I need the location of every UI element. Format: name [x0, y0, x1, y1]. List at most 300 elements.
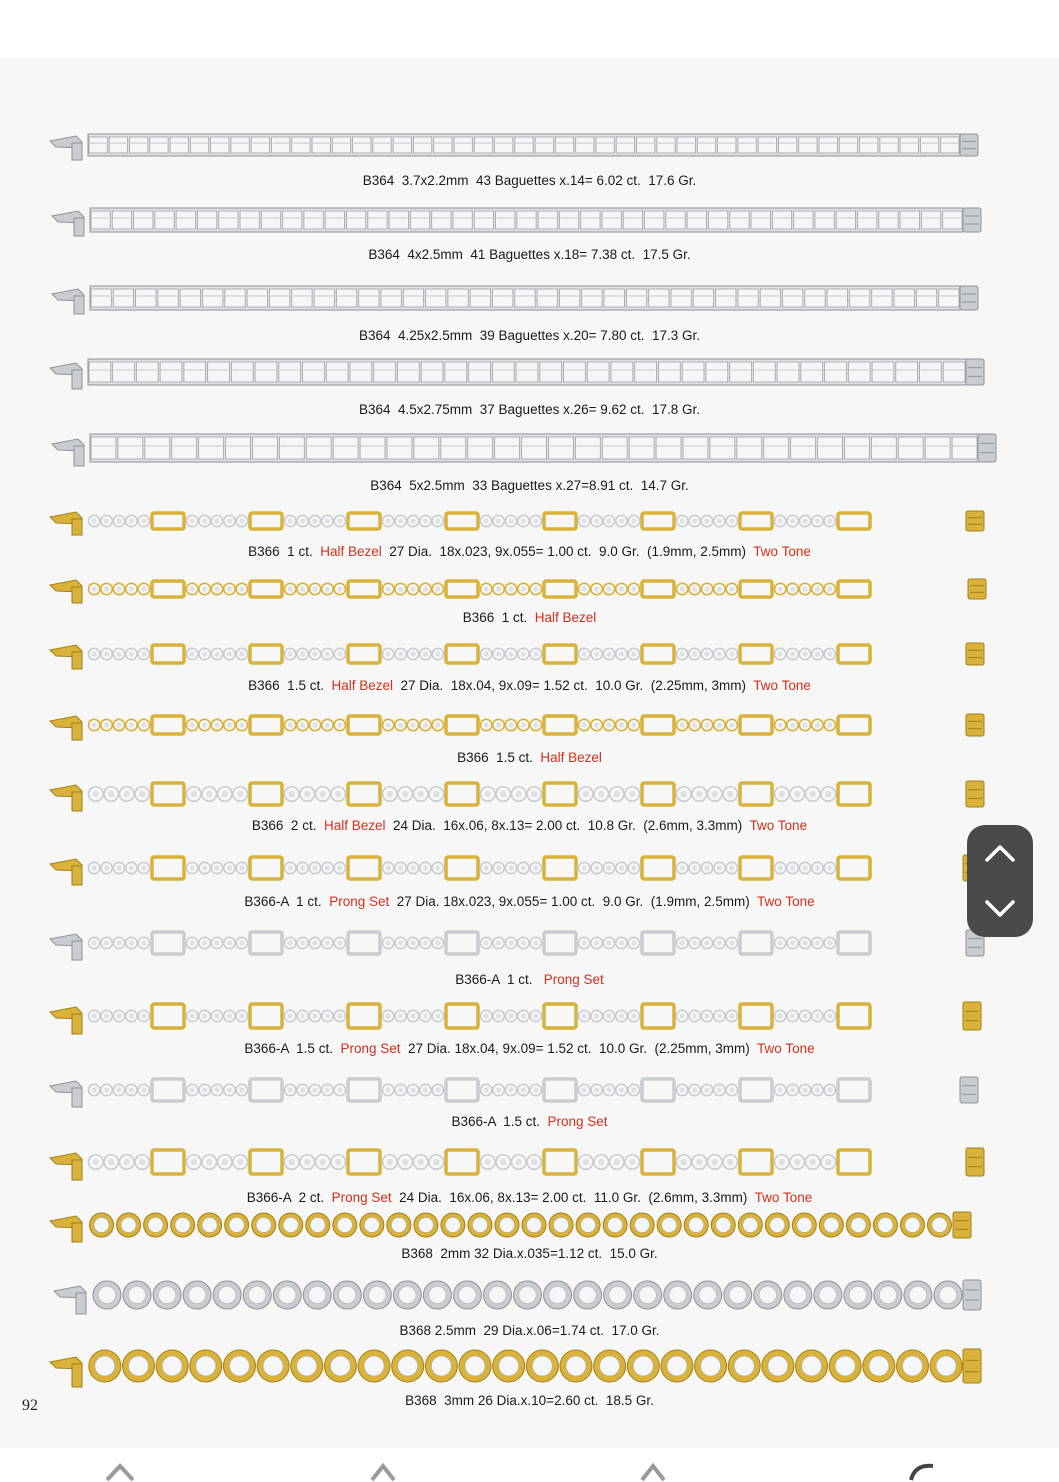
diamond-stone	[236, 719, 247, 730]
stone-table	[214, 586, 219, 591]
stone-table	[727, 791, 734, 798]
stone-table	[435, 1087, 440, 1092]
stone-group	[775, 1010, 836, 1021]
diamond-stone	[334, 937, 345, 948]
bezel-stone	[306, 1213, 330, 1237]
stone-group	[677, 1155, 738, 1170]
stone-group	[481, 1155, 542, 1170]
baguette-stone	[332, 137, 350, 153]
diamond-stone	[518, 515, 529, 526]
diamond-stone	[432, 937, 443, 948]
diamond-stone	[824, 937, 835, 948]
diamond-stone	[199, 937, 210, 948]
baguette-facet	[184, 362, 206, 382]
box-clasp	[963, 1002, 981, 1030]
baguette-stone	[860, 137, 878, 153]
baguette-facet	[226, 437, 251, 459]
stone-group	[481, 515, 542, 526]
diamond-stone	[512, 1155, 527, 1170]
baguette-facet	[738, 289, 758, 307]
diamond-stone	[126, 862, 137, 873]
baguette-stone	[708, 211, 727, 229]
bezel-stone	[594, 1350, 626, 1382]
stone-table	[594, 651, 599, 656]
baguette-stone	[629, 437, 654, 459]
stone-table	[613, 1159, 620, 1166]
diamond-stone	[187, 648, 198, 659]
clasp-safety-latch	[72, 519, 82, 535]
stone-table	[815, 518, 820, 523]
bracelet-image	[48, 127, 982, 163]
stone-table	[606, 722, 611, 727]
baguette-stone	[827, 289, 847, 307]
baguette-facet	[495, 137, 513, 153]
stone-table	[582, 518, 587, 523]
baguette-stone	[134, 211, 153, 229]
bezel-stone	[819, 1213, 843, 1237]
stone-table	[116, 1087, 121, 1092]
stone-table	[508, 1013, 513, 1018]
baguette-facet	[389, 211, 408, 229]
bezel-stone	[846, 1213, 870, 1237]
diamond-stone	[812, 1010, 823, 1021]
diamond-stone	[579, 862, 590, 873]
bezel-stone	[358, 1350, 390, 1382]
open-link-bar	[446, 1150, 478, 1174]
stone-table	[680, 1159, 687, 1166]
caption-highlight: Prong Set	[547, 1114, 608, 1129]
stone-group	[383, 937, 444, 948]
bezel-stone	[493, 1350, 525, 1382]
stone-table	[214, 940, 219, 945]
bezel-stone	[664, 1281, 692, 1309]
open-link-bar	[642, 716, 674, 734]
diamond-stone	[395, 1010, 406, 1021]
open-link-bar	[740, 1004, 772, 1028]
stone-table	[398, 1013, 403, 1018]
stone-table	[778, 791, 785, 798]
stone-face	[94, 1218, 109, 1233]
stone-table	[312, 940, 317, 945]
stone-face	[759, 1286, 776, 1303]
stone-table	[304, 791, 311, 798]
stone-table	[680, 791, 687, 798]
diamond-stone	[187, 515, 198, 526]
stone-table	[717, 518, 722, 523]
diamond-stone	[481, 648, 492, 659]
baguette-stone	[118, 437, 143, 459]
baguette-stone	[279, 362, 301, 382]
baguette-facet	[710, 437, 735, 459]
diamond-stone	[236, 937, 247, 948]
stone-table	[206, 791, 213, 798]
baguette-stone	[952, 437, 977, 459]
stone-table	[778, 1087, 783, 1092]
open-link-bar	[152, 645, 184, 663]
stone-face	[418, 1218, 433, 1233]
diamond-stone	[579, 583, 590, 594]
stone-table	[123, 791, 130, 798]
stone-table	[410, 865, 415, 870]
stone-table	[778, 722, 783, 727]
stone-table	[825, 1159, 832, 1166]
baguette-stone	[112, 211, 131, 229]
baguette-facet	[718, 137, 736, 153]
diamond-stone	[723, 787, 738, 802]
diamond-stone	[126, 937, 137, 948]
bezel-stone	[414, 1213, 438, 1237]
baguette-stone	[130, 137, 148, 153]
diamond-stone	[775, 583, 786, 594]
baguette-stone	[410, 211, 429, 229]
diamond-stone	[775, 1155, 790, 1170]
stone-table	[496, 1087, 501, 1092]
caption-text: B364 4x2.5mm 41 Baguettes x.18= 7.38 ct. 17.5 Gr.	[368, 247, 691, 262]
stone-face	[162, 1356, 182, 1376]
baguette-stone	[697, 137, 715, 153]
open-link-bar	[250, 857, 282, 879]
stone-face	[909, 1286, 926, 1303]
box-clasp-body	[966, 781, 984, 807]
bezel-stone	[765, 1213, 789, 1237]
diamond-stone	[300, 787, 315, 802]
stone-group	[187, 1155, 248, 1170]
diamond-stone	[518, 862, 529, 873]
baguette-facet	[540, 362, 562, 382]
stone-table	[227, 940, 232, 945]
baguette-facet	[575, 437, 600, 459]
stone-table	[398, 865, 403, 870]
stone-group	[383, 583, 444, 594]
stone-table	[312, 518, 317, 523]
clasp-safety-latch	[72, 370, 82, 389]
baguette-facet	[576, 137, 594, 153]
baguette-stone	[136, 362, 158, 382]
caption-highlight: Prong Set	[543, 972, 604, 987]
baguette-stone	[314, 289, 334, 307]
stone-table	[729, 940, 734, 945]
diamond-stone	[407, 1010, 418, 1021]
open-link-bar	[642, 645, 674, 663]
stone-group	[383, 1084, 444, 1095]
diamond-stone	[187, 937, 198, 948]
open-link-bar	[446, 1004, 478, 1028]
stone-table	[594, 586, 599, 591]
baguette-facet	[900, 137, 918, 153]
caption-highlight: Half Bezel	[331, 678, 393, 693]
bracelet-caption	[0, 1393, 1059, 1408]
stone-table	[533, 722, 538, 727]
scroll-up-button[interactable]	[967, 825, 1033, 881]
stone-table	[802, 586, 807, 591]
caption-highlight: Two Tone	[757, 1041, 815, 1056]
open-link-bar	[642, 1150, 674, 1174]
diamond-stone	[316, 787, 331, 802]
stone-table	[692, 1013, 697, 1018]
diamond-stone	[518, 1084, 529, 1095]
diamond-stone	[821, 787, 836, 802]
bezel-stone	[549, 1213, 573, 1237]
baguette-facet	[943, 211, 962, 229]
stone-table	[190, 865, 195, 870]
open-link-bar	[348, 1004, 380, 1028]
diamond-stone	[187, 862, 198, 873]
box-clasp-body	[966, 714, 984, 736]
clasp-safety-latch	[72, 723, 82, 740]
stone-table	[239, 940, 244, 945]
baguette-stone	[778, 137, 796, 153]
diamond-stone	[799, 583, 810, 594]
open-link-bar	[446, 857, 478, 879]
diamond-stone	[493, 515, 504, 526]
stone-table	[802, 651, 807, 656]
stone-face	[256, 1218, 271, 1233]
bracelet-caption	[0, 402, 1059, 417]
baguette-facet	[515, 137, 533, 153]
stone-table	[92, 940, 97, 945]
baguette-facet	[109, 137, 127, 153]
bracelet-caption	[0, 1190, 1059, 1205]
baguette-facet	[801, 362, 823, 382]
open-link-bar	[152, 1150, 184, 1174]
diamond-stone	[236, 1010, 247, 1021]
stone-table	[435, 1013, 440, 1018]
diamond-stone	[199, 515, 210, 526]
diamond-stone	[530, 515, 541, 526]
baguette-stone	[848, 362, 870, 382]
baguette-stone	[231, 362, 253, 382]
baguette-facet	[91, 211, 110, 229]
stone-table	[515, 791, 522, 798]
diamond-stone	[603, 1010, 614, 1021]
baguette-stone	[203, 289, 223, 307]
stone-table	[300, 865, 305, 870]
stone-table	[129, 940, 134, 945]
stone-face	[499, 1356, 519, 1376]
stone-face	[230, 1356, 250, 1376]
stone-table	[221, 1159, 228, 1166]
diamond-stone	[322, 1010, 333, 1021]
baguette-facet	[145, 437, 170, 459]
diamond-stone	[723, 1155, 738, 1170]
stone-table	[778, 518, 783, 523]
stone-table	[704, 940, 709, 945]
diamond-stone	[787, 515, 798, 526]
bezel-stone	[711, 1213, 735, 1237]
diamond-stone	[89, 1084, 100, 1095]
diamond-stone	[113, 862, 124, 873]
stone-face	[473, 1218, 488, 1233]
diamond-stone	[787, 937, 798, 948]
baguette-facet	[848, 362, 870, 382]
bezel-stone	[257, 1350, 289, 1382]
diamond-stone	[812, 648, 823, 659]
baguette-facet	[279, 437, 304, 459]
clasp-safety-latch	[76, 1293, 86, 1314]
baguette-facet	[158, 289, 178, 307]
stone-face	[936, 1356, 956, 1376]
bracelet-image	[48, 636, 988, 672]
diamond-stone	[224, 515, 235, 526]
baguette-facet	[751, 211, 770, 229]
bezel-stone	[728, 1350, 760, 1382]
clasp-tongue	[50, 1081, 82, 1107]
bezel-stone	[183, 1281, 211, 1309]
diamond-stone	[692, 787, 707, 802]
bezel-stone	[198, 1213, 222, 1237]
diamond-stone	[113, 648, 124, 659]
baguette-facet	[849, 289, 869, 307]
open-link-bar	[740, 932, 772, 954]
baguette-facet	[939, 289, 959, 307]
diamond-stone	[799, 515, 810, 526]
stone-face	[768, 1356, 788, 1376]
baguette-facet	[470, 289, 490, 307]
diamond-stone	[603, 862, 614, 873]
stone-table	[521, 651, 526, 656]
baguette-facet	[89, 137, 107, 153]
caption-text: B364 5x2.5mm 33 Baguettes x.27=8.91 ct. 14.7 Gr.	[370, 478, 689, 493]
diamond-stone	[236, 515, 247, 526]
diamond-stone	[126, 719, 137, 730]
diamond-stone	[493, 937, 504, 948]
stone-table	[417, 791, 424, 798]
diamond-stone	[603, 1084, 614, 1095]
stone-table	[104, 586, 109, 591]
stone-table	[325, 1013, 330, 1018]
clasp-safety-latch	[72, 792, 82, 811]
baguette-stone	[414, 437, 439, 459]
diamond-stone	[218, 1155, 233, 1170]
bezel-stone	[279, 1213, 303, 1237]
baguette-facet	[815, 211, 834, 229]
diamond-stone	[591, 1084, 602, 1095]
stone-table	[711, 1159, 718, 1166]
stone-table	[631, 722, 636, 727]
baguette-stone	[925, 437, 950, 459]
baguette-facet	[941, 137, 959, 153]
stone-table	[423, 940, 428, 945]
stone-table	[239, 1087, 244, 1092]
bracelet-image	[48, 1070, 982, 1110]
stone-table	[202, 940, 207, 945]
open-link-bar	[838, 645, 870, 663]
diamond-stone	[398, 787, 413, 802]
baguette-stone	[894, 289, 914, 307]
baguette-stone	[91, 437, 116, 459]
baguette-facet	[373, 137, 391, 153]
scroll-down-button[interactable]	[967, 881, 1033, 937]
stone-table	[619, 940, 624, 945]
diamond-stone	[199, 1084, 210, 1095]
box-clasp-body	[963, 1349, 981, 1383]
baguette-facet	[858, 211, 877, 229]
diamond-stone	[603, 719, 614, 730]
diamond-stone	[493, 1084, 504, 1095]
stone-face	[835, 1356, 855, 1376]
stone-table	[337, 586, 342, 591]
bezel-stone	[844, 1281, 872, 1309]
diamond-stone	[104, 787, 119, 802]
stone-face	[364, 1218, 379, 1233]
open-link-bar	[642, 783, 674, 805]
box-clasp	[960, 1077, 978, 1103]
stone-table	[202, 865, 207, 870]
diamond-stone	[616, 583, 627, 594]
open-link-bar	[838, 857, 870, 879]
stone-face	[465, 1356, 485, 1376]
diamond-stone	[493, 719, 504, 730]
stone-table	[92, 865, 97, 870]
stone-face	[364, 1356, 384, 1376]
caption-text: B368 2mm 32 Dia.x.035=1.12 ct. 15.0 Gr.	[401, 1246, 658, 1261]
stone-table	[582, 1159, 589, 1166]
open-link-bar	[740, 783, 772, 805]
stone-table	[704, 865, 709, 870]
diamond-stone	[692, 1155, 707, 1170]
baguette-stone	[252, 437, 277, 459]
baguette-stone	[626, 289, 646, 307]
diamond-stone	[726, 1084, 737, 1095]
diamond-stone	[236, 583, 247, 594]
stone-face	[399, 1286, 416, 1303]
caption-text: 27 Dia. 18x.04, 9x.09= 1.52 ct. 10.0 Gr. (2.25mm, 3mm)	[393, 678, 754, 693]
diamond-stone	[420, 583, 431, 594]
bezel-stone	[829, 1350, 861, 1382]
baguette-facet	[426, 289, 446, 307]
stone-table	[239, 586, 244, 591]
open-link-bar	[446, 581, 478, 597]
stone-face	[429, 1286, 446, 1303]
stone-group	[187, 583, 248, 594]
stone-table	[692, 940, 697, 945]
baguette-facet	[180, 289, 200, 307]
stone-group	[677, 1084, 738, 1095]
baguette-facet	[414, 437, 439, 459]
baguette-stone	[623, 211, 642, 229]
baguette-stone	[89, 137, 107, 153]
stone-table	[827, 1013, 832, 1018]
baguette-facet	[130, 137, 148, 153]
baguette-stone	[225, 289, 245, 307]
diamond-stone	[395, 862, 406, 873]
stone-group	[481, 1084, 542, 1095]
stone-face	[98, 1286, 115, 1303]
open-link-bar	[152, 513, 184, 529]
stone-table	[717, 865, 722, 870]
baguette-facet	[693, 289, 713, 307]
bezel-stone	[930, 1350, 962, 1382]
stone-table	[116, 1013, 121, 1018]
stone-table	[696, 1159, 703, 1166]
stone-table	[398, 940, 403, 945]
stone-table	[815, 865, 820, 870]
bezel-stone	[724, 1281, 752, 1309]
diamond-stone	[579, 787, 594, 802]
stone-table	[484, 586, 489, 591]
stone-table	[141, 651, 146, 656]
baguette-stone	[199, 437, 224, 459]
diamond-stone	[285, 937, 296, 948]
stone-table	[508, 940, 513, 945]
stone-table	[521, 518, 526, 523]
stone-table	[386, 651, 391, 656]
baguette-stone	[637, 137, 655, 153]
stone-face	[527, 1218, 542, 1233]
diamond-stone	[714, 719, 725, 730]
baguette-facet	[292, 137, 310, 153]
box-clasp	[953, 1212, 971, 1238]
